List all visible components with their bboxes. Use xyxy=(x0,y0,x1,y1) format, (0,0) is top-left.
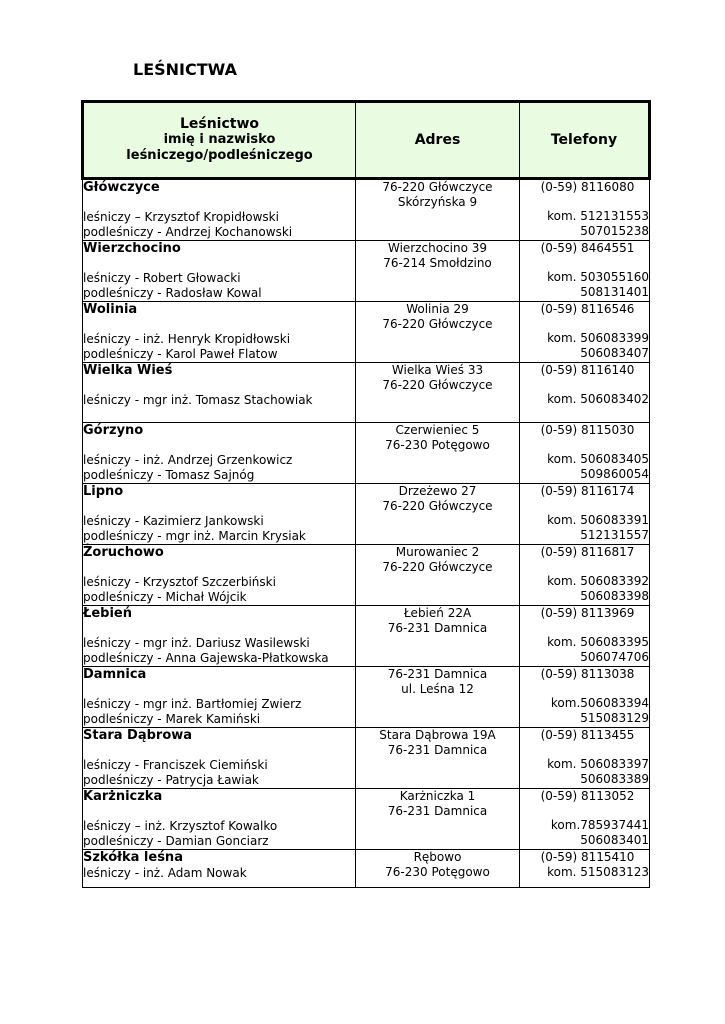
mobile-phone: kom.506083394 xyxy=(550,696,649,710)
phones-cell xyxy=(520,484,650,545)
phones-cell xyxy=(520,423,650,484)
mobile-phone-2: 509860054 xyxy=(580,467,649,481)
forestry-cell xyxy=(83,241,356,302)
forester-name: leśniczy - inż. Adam Nowak xyxy=(83,866,247,880)
address-line-1: Wierzchocino 39 xyxy=(387,241,488,255)
sub-forester-name: podleśniczy - Andrzej Kochanowski xyxy=(83,225,293,239)
address-cell xyxy=(356,789,520,850)
forestry-name: Wierzchocino xyxy=(83,241,181,256)
address-line-2: 76-230 Potęgowo xyxy=(385,438,490,452)
address-cell xyxy=(356,241,520,302)
forester-name: leśniczy - mgr inż. Tomasz Stachowiak xyxy=(83,393,313,407)
forestry-table xyxy=(81,100,651,888)
forestry-cell xyxy=(83,423,356,484)
mobile-phone: kom.785937441 xyxy=(550,818,649,832)
forester-name: leśniczy - Franciszek Ciemiński xyxy=(83,758,268,772)
address-line-1: Stara Dąbrowa 19A xyxy=(379,728,496,742)
phones-cell xyxy=(520,179,650,241)
mobile-phone: kom. 506083395 xyxy=(547,635,649,649)
phones-cell xyxy=(520,302,650,363)
mobile-phone: kom. 506083399 xyxy=(547,331,649,345)
address-line-1: Karżniczka 1 xyxy=(399,789,476,803)
table-row xyxy=(83,302,650,363)
landline-phone: (0-59) 8113052 xyxy=(540,789,635,803)
phones-cell xyxy=(520,241,650,302)
phones-cell xyxy=(520,667,650,728)
mobile-phone-2: 506083407 xyxy=(580,346,649,360)
landline-phone: (0-59) 8115410 xyxy=(540,850,635,864)
table-row xyxy=(83,179,650,241)
forestry-name: Damnica xyxy=(83,667,147,682)
forestry-cell xyxy=(83,484,356,545)
address-cell xyxy=(356,179,520,241)
forestry-cell xyxy=(83,789,356,850)
address-line-2: 76-220 Główczyce xyxy=(382,378,493,392)
landline-phone: (0-59) 8116080 xyxy=(540,180,635,194)
sub-forester-name: podleśniczy - Damian Gonciarz xyxy=(83,834,269,848)
address-line-1: Łebień 22A xyxy=(403,606,472,620)
forestry-cell xyxy=(83,179,356,241)
phones-cell xyxy=(520,728,650,789)
table-row xyxy=(83,423,650,484)
forester-name: leśniczy - inż. Andrzej Grzenkowicz xyxy=(83,453,293,467)
forestry-cell xyxy=(83,363,356,423)
address-line-1: Rębowo xyxy=(413,850,462,864)
sub-forester-name: podleśniczy - Karol Paweł Flatow xyxy=(83,347,278,361)
phones-cell xyxy=(520,789,650,850)
phones-cell xyxy=(520,363,650,423)
forester-name: leśniczy - Kazimierz Jankowski xyxy=(83,514,264,528)
sub-forester-name: podleśniczy - Anna Gajewska-Płatkowska xyxy=(83,651,329,665)
landline-phone: (0-59) 8116546 xyxy=(540,302,635,316)
landline-phone: (0-59) 8115030 xyxy=(540,423,635,437)
address-line-2: 76-220 Główczyce xyxy=(382,499,493,513)
mobile-phone-2: 507015238 xyxy=(580,224,649,238)
forestry-name: Wolinia xyxy=(83,302,138,317)
forestry-name: Górzyno xyxy=(83,423,144,438)
column-header-address: Adres xyxy=(356,102,520,179)
sub-forester-name: podleśniczy - Tomasz Sajnóg xyxy=(83,468,255,482)
address-line-2: Skórzyńska 9 xyxy=(397,195,478,209)
address-line-2: 76-231 Damnica xyxy=(387,621,488,635)
forestry-name: Stara Dąbrowa xyxy=(83,728,193,743)
forestry-cell xyxy=(83,850,356,888)
forestry-name: Główczyce xyxy=(83,180,160,195)
table-row xyxy=(83,789,650,850)
forestry-cell xyxy=(83,545,356,606)
address-line-1: 76-231 Damnica xyxy=(387,667,488,681)
header-forester-label: leśniczego/podleśniczego xyxy=(126,148,313,163)
landline-phone: (0-59) 8113038 xyxy=(540,667,635,681)
mobile-phone: kom. 506083397 xyxy=(547,757,649,771)
address-line-1: Drzeżewo 27 xyxy=(398,484,477,498)
table-row xyxy=(83,667,650,728)
address-line-2: 76-231 Damnica xyxy=(387,804,488,818)
mobile-phone: kom. 503055160 xyxy=(547,270,649,284)
phones-cell xyxy=(520,606,650,667)
forester-name: leśniczy – Krzysztof Kropidłowski xyxy=(83,210,279,224)
landline-phone: (0-59) 8116817 xyxy=(540,545,635,559)
mobile-phone-2: 506074706 xyxy=(580,650,649,664)
address-cell xyxy=(356,606,520,667)
sub-forester-name: podleśniczy - Michał Wójcik xyxy=(83,590,247,604)
forestry-cell xyxy=(83,606,356,667)
forester-name: leśniczy - Krzysztof Szczerbiński xyxy=(83,575,276,589)
mobile-phone: kom. 506083392 xyxy=(547,574,649,588)
landline-phone: (0-59) 8116174 xyxy=(540,484,635,498)
address-line-2: ul. Leśna 12 xyxy=(401,682,474,696)
address-cell xyxy=(356,850,520,888)
forestry-cell xyxy=(83,667,356,728)
column-header-phones: Telefony xyxy=(520,102,650,179)
column-header-forestry xyxy=(83,102,356,179)
landline-phone: (0-59) 8113969 xyxy=(540,606,635,620)
forestry-name: Lipno xyxy=(83,484,124,499)
mobile-phone-2: 508131401 xyxy=(580,285,649,299)
mobile-phone-2: 512131557 xyxy=(580,528,649,542)
table-row xyxy=(83,363,650,423)
forestry-name: Żoruchowo xyxy=(83,545,164,560)
address-line-2: 76-230 Potęgowo xyxy=(385,865,490,879)
header-forestry-label: Leśnictwo xyxy=(179,116,260,132)
table-row xyxy=(83,484,650,545)
mobile-phone-2: 506083389 xyxy=(580,772,649,786)
sub-forester-name: podleśniczy - Radosław Kowal xyxy=(83,286,262,300)
mobile-phone-2: 506083401 xyxy=(580,833,649,847)
address-line-1: 76-220 Główczyce xyxy=(382,180,493,194)
address-cell xyxy=(356,728,520,789)
sub-forester-name: podleśniczy - mgr inż. Marcin Krysiak xyxy=(83,529,306,543)
address-cell xyxy=(356,484,520,545)
table-row xyxy=(83,241,650,302)
forestry-cell xyxy=(83,302,356,363)
address-line-1: Czerwieniec 5 xyxy=(395,423,480,437)
address-line-2: 76-231 Damnica xyxy=(387,743,488,757)
address-cell xyxy=(356,302,520,363)
landline-phone: (0-59) 8464551 xyxy=(540,241,635,255)
address-line-1: Wielka Wieś 33 xyxy=(391,363,484,377)
header-name-label: imię i nazwisko xyxy=(163,132,276,147)
address-cell xyxy=(356,423,520,484)
forester-name: leśniczy - mgr inż. Bartłomiej Zwierz xyxy=(83,697,302,711)
forester-name: leśniczy – inż. Krzysztof Kowalko xyxy=(83,819,278,833)
forestry-name: Karżniczka xyxy=(83,789,163,804)
forestry-name: Szkółka leśna xyxy=(83,850,183,865)
forestry-name: Wielka Wieś xyxy=(83,363,173,378)
address-line-2: 76-220 Główczyce xyxy=(382,560,493,574)
mobile-phone: kom. 506083391 xyxy=(547,513,649,527)
mobile-phone-2: 515083129 xyxy=(580,711,649,725)
mobile-phone-2: 506083398 xyxy=(580,589,649,603)
forestry-cell xyxy=(83,728,356,789)
sub-forester-name: podleśniczy - Patrycja Ławiak xyxy=(83,773,259,787)
mobile-phone: kom. 512131553 xyxy=(547,209,649,223)
forester-name: leśniczy - mgr inż. Dariusz Wasilewski xyxy=(83,636,310,650)
mobile-phone: kom. 515083123 xyxy=(547,865,649,879)
table-row xyxy=(83,728,650,789)
phones-cell xyxy=(520,545,650,606)
address-cell xyxy=(356,545,520,606)
mobile-phone: kom. 506083405 xyxy=(547,452,649,466)
forester-name: leśniczy - inż. Henryk Kropidłowski xyxy=(83,332,291,346)
landline-phone: (0-59) 8113455 xyxy=(540,728,635,742)
address-line-2: 76-214 Smołdzino xyxy=(383,256,492,270)
address-cell xyxy=(356,363,520,423)
forester-name: leśniczy - Robert Głowacki xyxy=(83,271,241,285)
page-title: LEŚNICTWA xyxy=(133,60,237,79)
mobile-phone: kom. 506083402 xyxy=(547,392,649,406)
address-line-1: Wolinia 29 xyxy=(406,302,469,316)
table-row xyxy=(83,606,650,667)
address-line-2: 76-220 Główczyce xyxy=(382,317,493,331)
address-cell xyxy=(356,667,520,728)
phones-cell xyxy=(520,850,650,888)
forestry-name: Łebień xyxy=(83,606,132,621)
address-line-1: Murowaniec 2 xyxy=(395,545,480,559)
table-header-row xyxy=(83,102,650,179)
sub-forester-name: podleśniczy - Marek Kamiński xyxy=(83,712,261,726)
table-row xyxy=(83,545,650,606)
landline-phone: (0-59) 8116140 xyxy=(540,363,635,377)
table-row xyxy=(83,850,650,888)
